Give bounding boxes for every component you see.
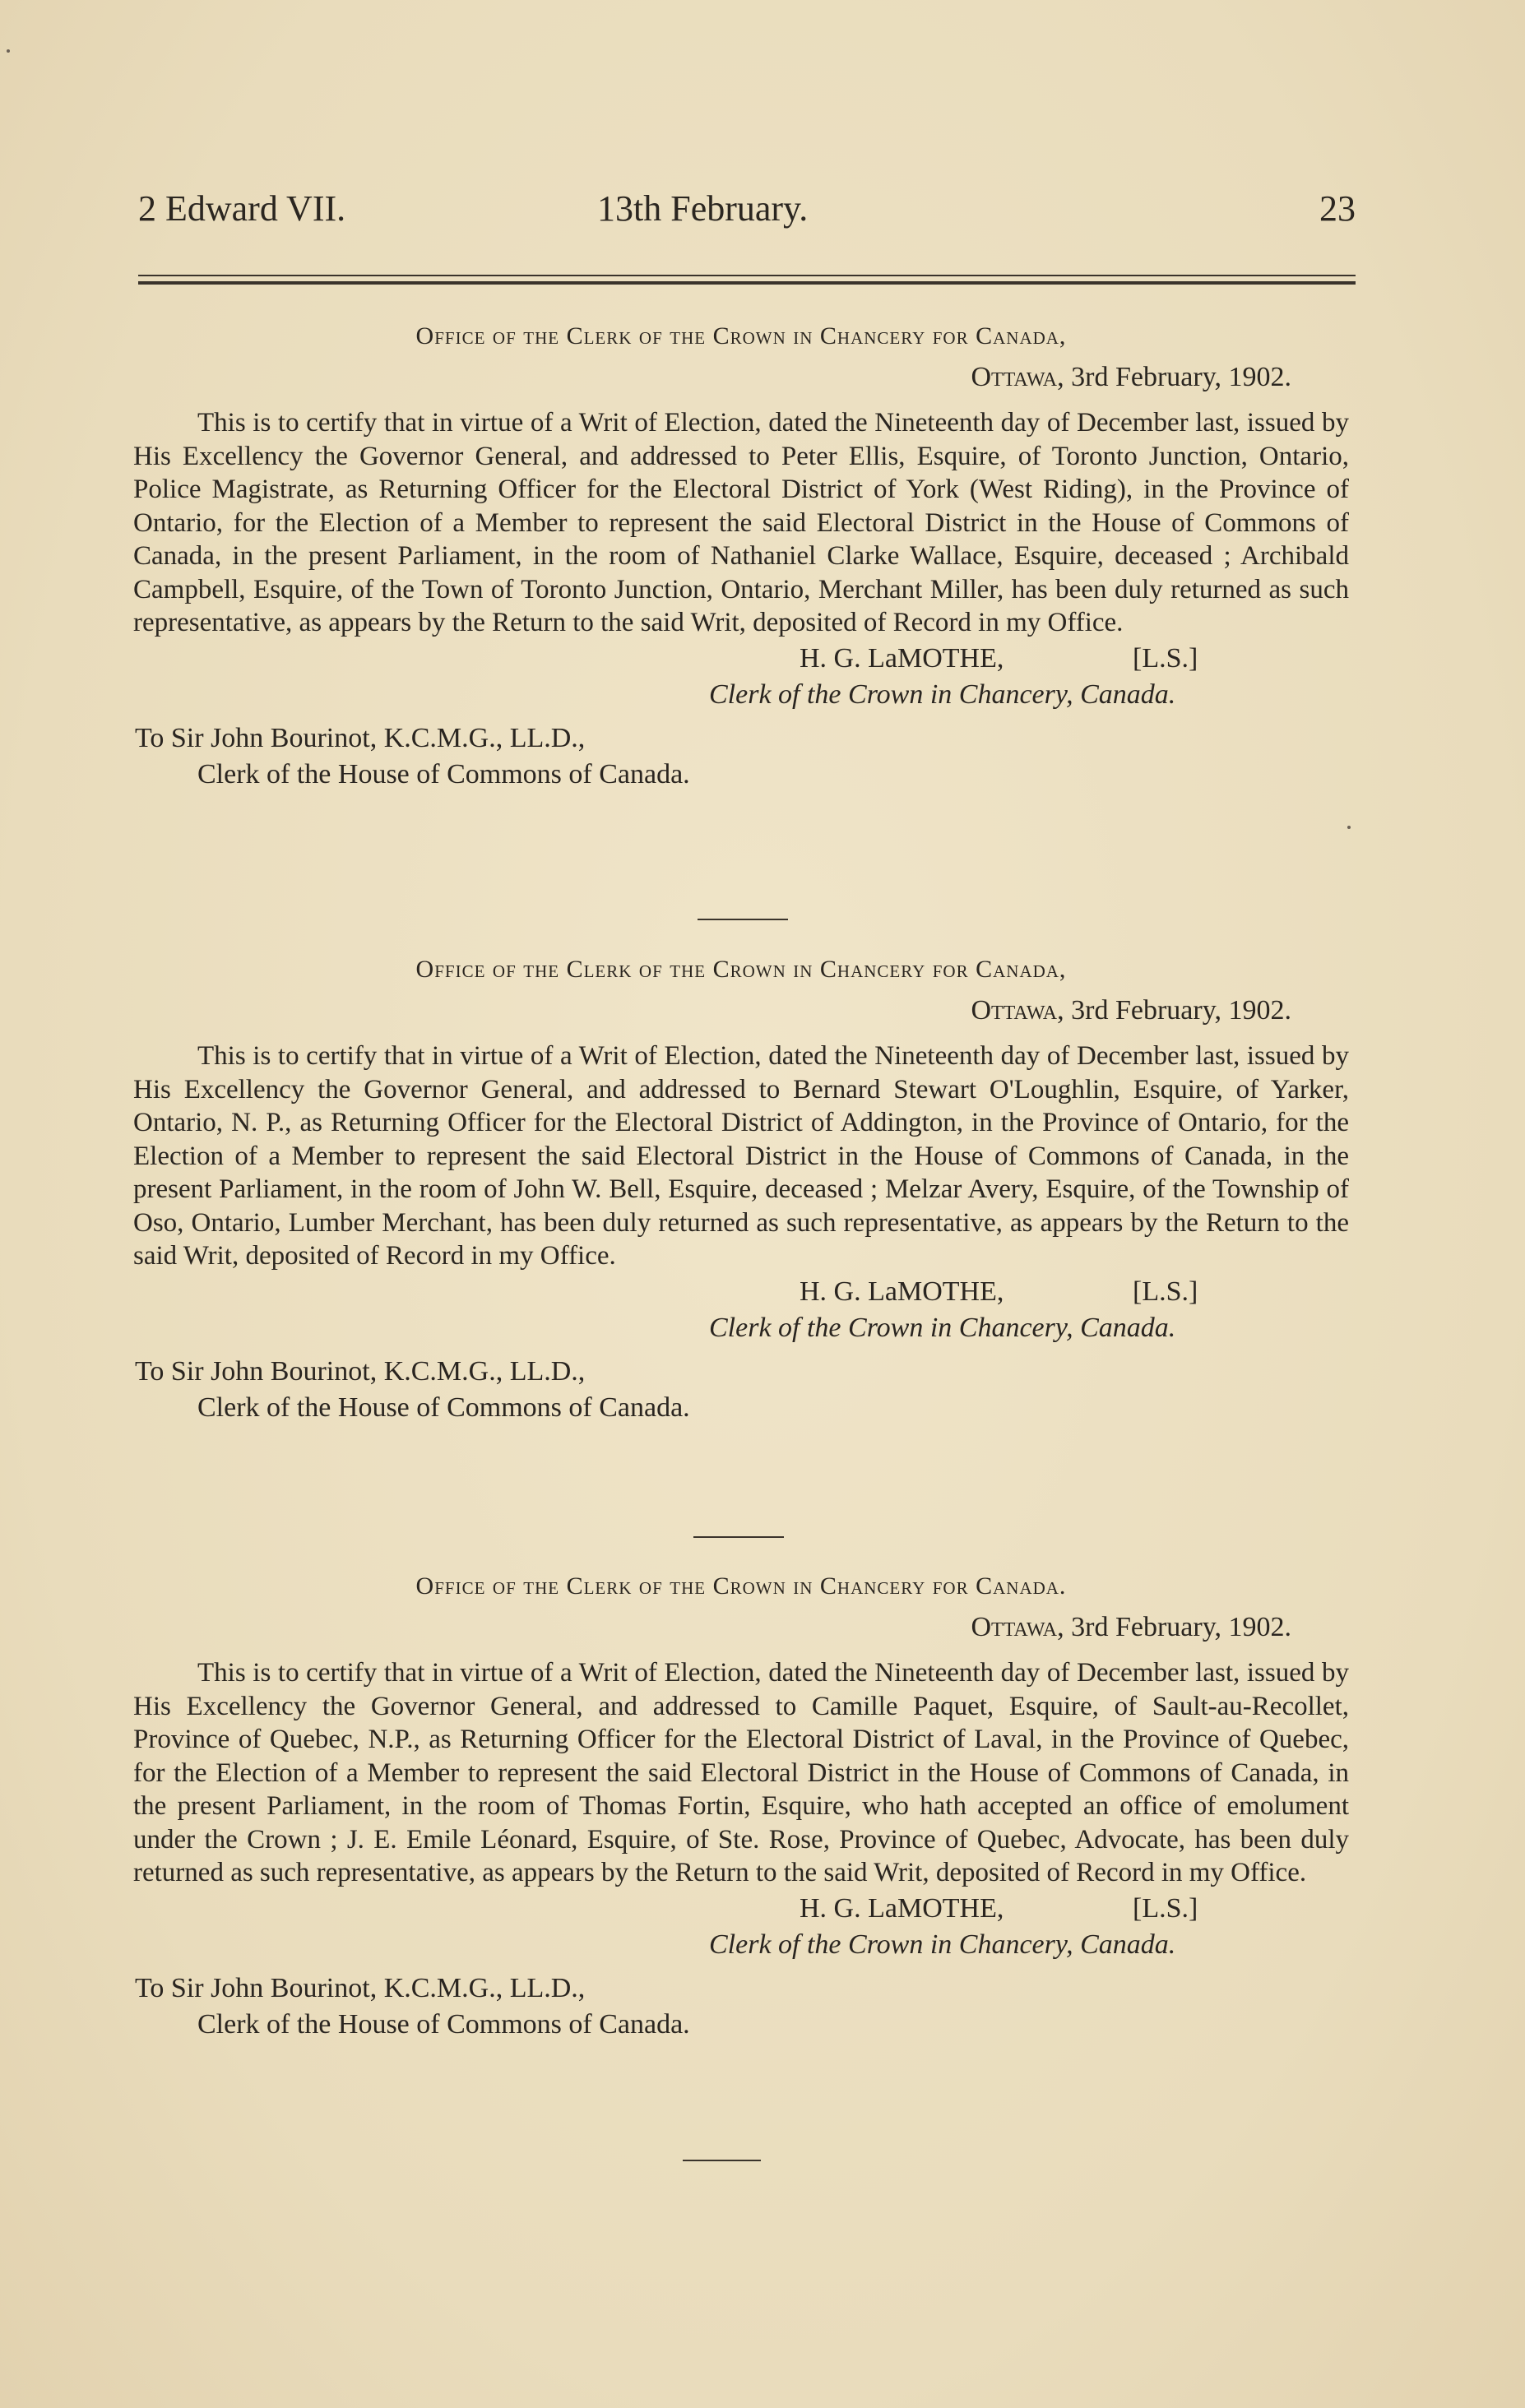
certificate-section-3 (133, 1572, 1349, 2043)
header-rule-thick (138, 281, 1356, 285)
dateline (133, 1612, 1291, 1643)
page-speck (1347, 826, 1351, 829)
addressee (133, 720, 1349, 793)
page-date: 13th February. (597, 188, 809, 229)
date-place: Ottawa, (971, 995, 1064, 1026)
addressee (133, 1354, 1349, 1426)
office-heading: Office of the Clerk of the Crown in Chancery for Canada. (415, 1572, 1067, 1600)
signature-line (133, 643, 1349, 679)
page-number: 23 (1319, 188, 1356, 229)
certificate-body: This is to certify that in virtue of a Writ of Election, dated the Nineteenth day of December last, issued by His Excellency the Governor General, and addressed to Peter Ellis, Esquire, of Toronto Junction, Ontario, Police Magistrate, as Returning Officer for the Electoral District of York (West Riding), in the Province of Ontario, for the Election of a Member to represent the said Electoral District in the House of Commons of Canada, in the present Parliament, in the room of Nathaniel Clarke Wallace, Esquire, deceased ; Archibald Campbell, Esquire, of the Town of Toronto Junction, Ontario, Merchant Miller, has been duly returned as such representative, as appears by the Return to the said Writ, deposited of Record in my Office. (133, 408, 1349, 637)
signature-line (133, 1893, 1349, 1929)
addressee-line-2: Clerk of the House of Commons of Canada. (197, 2008, 690, 2040)
addressee-line-1: To Sir John Bourinot, K.C.M.G., LL.D., (135, 1972, 586, 2003)
addressee-line-1: To Sir John Bourinot, K.C.M.G., LL.D., (135, 722, 586, 753)
dateline (133, 362, 1291, 393)
signer-name: H. G. LaMOTHE, (800, 1892, 1004, 1924)
addressee (133, 1970, 1349, 2043)
certificate-body: This is to certify that in virtue of a Writ of Election, dated the Nineteenth day of December last, issued by His Excellency the Governor General, and addressed to Bernard Stewart O'Loughlin, Esquire, of Yarker, Ontario, N. P., as Returning Officer for the Electoral District of Addington, in the Province of Ontario, for the Election of a Member to represent the said Electoral District in the House of Commons of Canada, in the present Parliament, in the room of John W. Bell, Esquire, deceased ; Melzar Avery, Esquire, of the Township of Oso, Ontario, Lumber Merchant, has been duly returned as such representative, as appears by the Return to the said Writ, deposited of Record in my Office. (133, 1041, 1349, 1271)
addressee-line-2: Clerk of the House of Commons of Canada. (197, 1392, 690, 1423)
addressee-line-2: Clerk of the House of Commons of Canada. (197, 758, 690, 790)
signer-title: Clerk of the Crown in Chancery, Canada. (709, 1312, 1176, 1343)
regnal-year: 2 Edward VII. (138, 188, 346, 229)
section-divider (683, 2160, 761, 2161)
date: 3rd February, 1902. (1071, 1612, 1291, 1642)
office-heading: Office of the Clerk of the Crown in Chancery for Canada, (415, 322, 1067, 350)
page-speck (7, 49, 10, 53)
signer-name: H. G. LaMOTHE, (800, 642, 1004, 674)
section-divider (698, 919, 788, 920)
seal-mark: [L.S.] (1133, 1276, 1198, 1307)
header-rule-thin (138, 275, 1356, 276)
certificate-body: This is to certify that in virtue of a Writ of Election, dated the Nineteenth day of December last, issued by His Excellency the Governor General, and addressed to Camille Paquet, Esquire, of Sault-au-Recollet, Province of Quebec, N.P., as Returning Officer for the Electoral District of Laval, in the Province of Quebec, for the Election of a Member to represent the said Electoral District in the House of Commons of Canada, in the present Parliament, in the room of Thomas Fortin, Esquire, who hath accepted an office of emolument under the Crown ; J. E. Emile Léonard, Esquire, of Ste. Rose, Province of Quebec, Advocate, has been duly returned as such representative, as appears by the Return to the said Writ, deposited of Record in my Office. (133, 1658, 1349, 1887)
certificate-section-1 (133, 322, 1349, 793)
page-header (138, 188, 1356, 245)
date-place: Ottawa, (971, 362, 1064, 392)
signer-title-line (133, 679, 1349, 715)
office-heading: Office of the Clerk of the Crown in Chancery for Canada, (415, 956, 1067, 983)
date: 3rd February, 1902. (1071, 995, 1291, 1026)
signer-title-line (133, 1929, 1349, 1966)
seal-mark: [L.S.] (1133, 1892, 1198, 1924)
date-place: Ottawa, (971, 1612, 1064, 1642)
addressee-line-1: To Sir John Bourinot, K.C.M.G., LL.D., (135, 1355, 586, 1387)
date: 3rd February, 1902. (1071, 362, 1291, 392)
signer-title: Clerk of the Crown in Chancery, Canada. (709, 678, 1176, 710)
dateline (133, 995, 1291, 1026)
signer-title: Clerk of the Crown in Chancery, Canada. (709, 1929, 1176, 1960)
section-divider (693, 1536, 784, 1538)
signer-title-line (133, 1313, 1349, 1349)
signer-name: H. G. LaMOTHE, (800, 1276, 1004, 1307)
signature-line (133, 1276, 1349, 1313)
certificate-section-2 (133, 956, 1349, 1426)
seal-mark: [L.S.] (1133, 642, 1198, 674)
